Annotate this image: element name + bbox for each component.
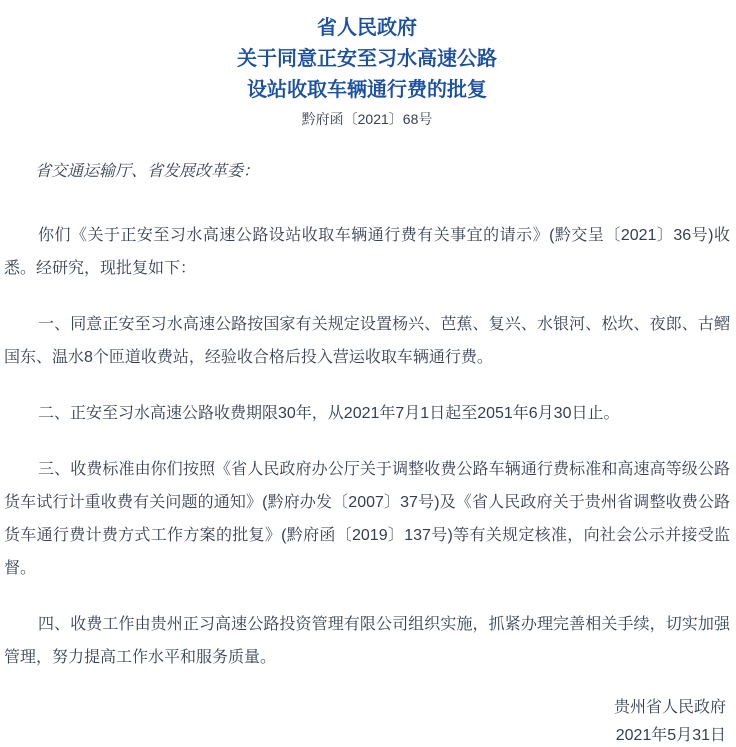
- document-number: 黔府函〔2021〕68号: [301, 111, 433, 127]
- paragraph-item-1: 一、同意正安至习水高速公路按国家有关规定设置杨兴、芭蕉、复兴、水银河、松坎、夜郎、古鳛国东、温水8个匝道收费站，经验收合格后投入营运收取车辆通行费。: [4, 316, 730, 366]
- paragraph-item-4: 四、收费工作由贵州正习高速公路投资管理有限公司组织实施，抓紧办理完善相关手续，切实加强管理，努力提高工作水平和服务质量。: [4, 616, 730, 666]
- salutation: 省交通运输厅、省发展改革委：: [35, 163, 260, 180]
- title-line-3: 设站收取车辆通行费的批复: [247, 79, 487, 101]
- signature-issuer: 贵州省人民政府: [613, 699, 726, 716]
- paragraph-item-2: 二、正安至习水高速公路收费期限30年，从2021年7月1日起至2051年6月30日止。: [38, 405, 620, 422]
- signature-date: 2021年5月31日: [615, 727, 726, 744]
- paragraph-intro: 你们《关于正安至习水高速公路设站收取车辆通行费有关事宜的请示》(黔交呈〔2021〕36号)收悉。经研究，现批复如下：: [4, 227, 730, 277]
- paragraph-item-3: 三、收费标准由你们按照《省人民政府办公厅关于调整收费公路车辆通行费标准和高速高等级公路货车试行计重收费有关问题的通知》(黔府办发〔2007〕37号)及《省人民政府关于贵州省调整收费公路货车通行费计费方式工作方案的批复》(黔府函〔2019〕137号)等有关规定核准，向社会公示并接受监督。: [4, 461, 730, 577]
- document-title: [4, 13, 730, 128]
- title-line-1: 省人民政府: [317, 17, 417, 39]
- signature-block: [4, 694, 730, 747]
- title-line-2: 关于同意正安至习水高速公路: [237, 48, 497, 70]
